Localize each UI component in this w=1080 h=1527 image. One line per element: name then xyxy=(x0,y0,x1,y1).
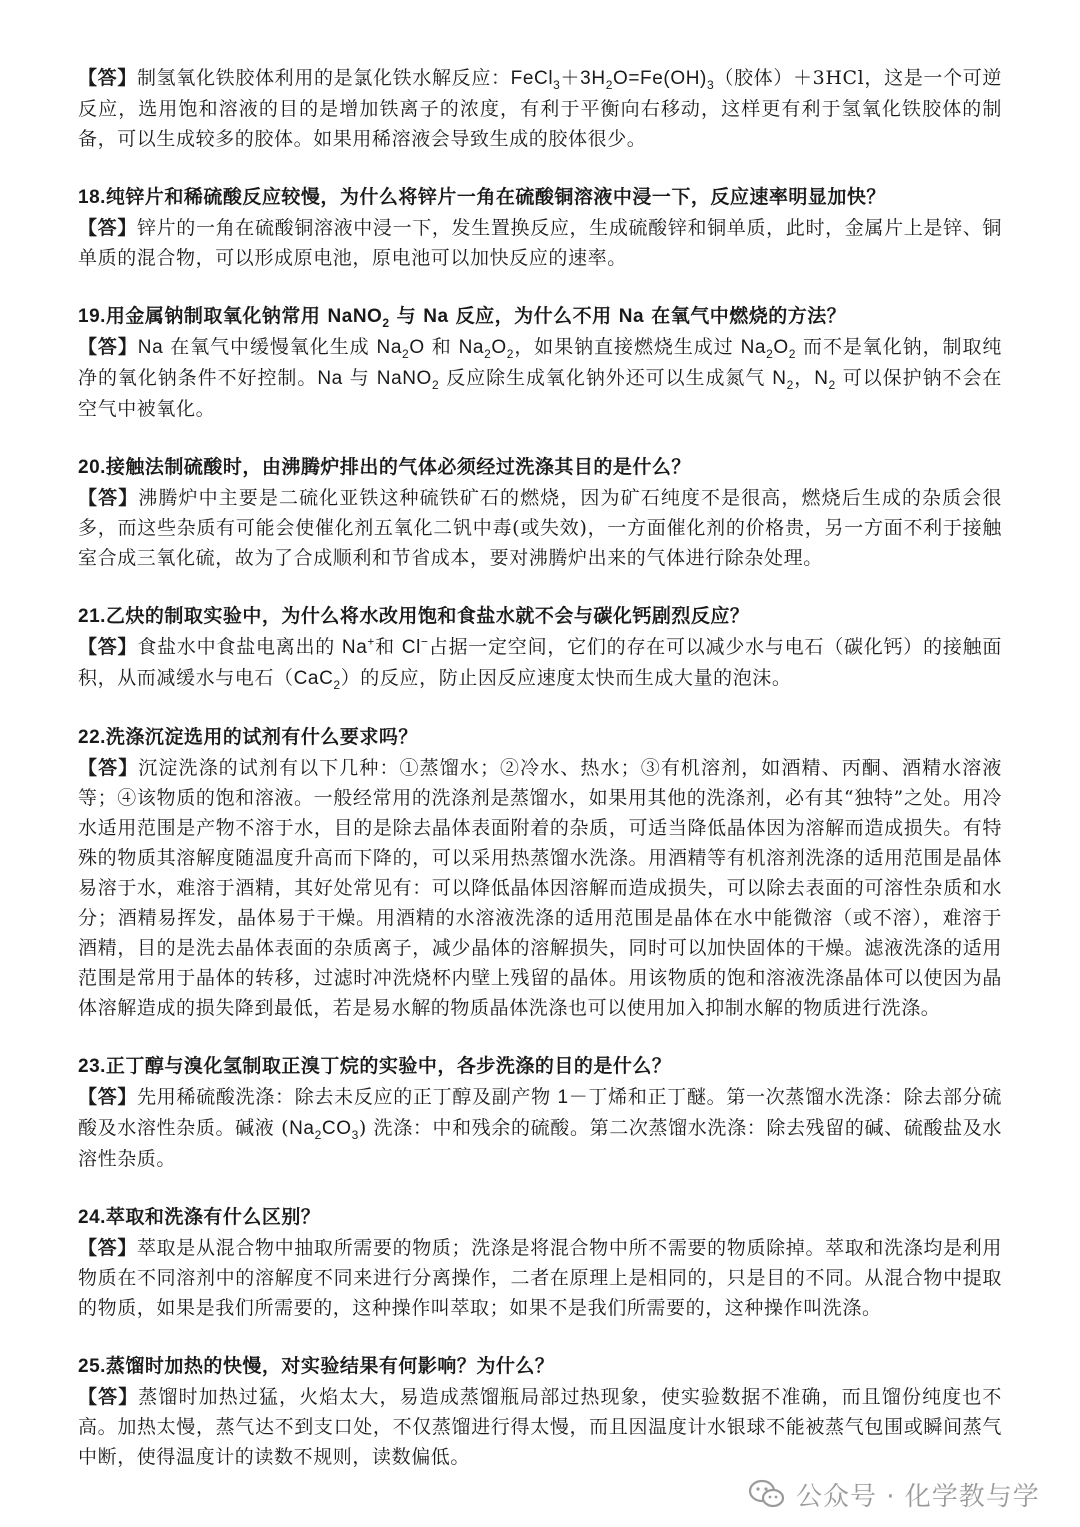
qa-24 xyxy=(78,1202,1002,1323)
answer-tag: 【答】 xyxy=(78,336,138,358)
answer-21: 【答】食盐水中食盐电离出的 Na+和 Cl−占据一定空间，它们的存在可以减少水与电石（碳化钙）的接触面积，从而减缓水与电石（CaC$_2$）的反应，防止因反应速度太快而生成大量的泡沫。 xyxy=(78,634,1002,692)
question-number: 24. xyxy=(78,1207,106,1228)
formula: $FeCl_3+3H_2O=Fe(OH)_3$ xyxy=(510,68,715,92)
answer-24 xyxy=(78,1233,1002,1323)
answer-tag: 【答】 xyxy=(78,1237,137,1259)
answer-17 xyxy=(78,63,1002,154)
question-number: 20. xyxy=(78,457,106,478)
answer-text: （胶体）＋3HCl，这是一个可逆反应，选用饱和溶液的目的是增加铁离子的浓度，有利于平衡向右移动，这样更有利于氢氧化铁胶体的制备，可以生成较多的胶体。如果用稀溶液会导致生成的胶体很少。 xyxy=(78,67,1002,150)
question-21 xyxy=(78,601,1002,632)
content xyxy=(78,63,1002,1500)
question-text: 接触法制硫酸时，由沸腾炉排出的气体必须经过洗涤其目的是什么？ xyxy=(105,456,691,478)
answer-tag: 【答】 xyxy=(78,636,138,658)
question-number: 21. xyxy=(78,606,106,627)
question-number: 23. xyxy=(78,1056,106,1077)
qa-17 xyxy=(78,63,1002,154)
question-24 xyxy=(78,1202,1002,1233)
answer-tag: 【答】 xyxy=(78,67,137,89)
question-22 xyxy=(78,722,1002,753)
question-20 xyxy=(78,452,1002,483)
qa-20 xyxy=(78,452,1002,573)
question-text: 蒸馏时加热的快慢，对实验结果有何影响？为什么？ xyxy=(105,1355,555,1377)
question-23 xyxy=(78,1051,1002,1082)
question-text: 萃取和洗涤有什么区别？ xyxy=(105,1206,321,1228)
question-number: 25. xyxy=(78,1356,106,1377)
answer-tag: 【答】 xyxy=(78,217,137,239)
answer-text: 制氢氧化铁胶体利用的是氯化铁水解反应： xyxy=(137,67,511,89)
question-text: 乙炔的制取实验中，为什么将水改用饱和食盐水就不会与碳化钙剧烈反应？ xyxy=(105,605,750,627)
answer-text: 沸腾炉中主要是二硫化亚铁这种硫铁矿石的燃烧，因为矿石纯度不是很高，燃烧后生成的杂质会很多，而这些杂质有可能会使催化剂五氧化二钒中毒(或失效)，一方面催化剂的价格贵，另一方面不利于接触室合成三氧化硫，故为了合成顺利和节省成本，要对沸腾炉出来的气体进行除杂处理。 xyxy=(78,487,1002,569)
answer-23: 【答】先用稀硫酸洗涤：除去未反应的正丁醇及副产物 1－丁烯和正丁醚。第一次蒸馏水洗涤：除去部分硫酸及水溶性杂质。碱液 $(Na_2CO_3)$ 洗涤：中和残余的硫酸。第二次蒸馏水洗涤：除去残留的碱、硫酸盐及水溶性杂质。 xyxy=(78,1086,1003,1170)
answer-tag: 【答】 xyxy=(78,757,139,779)
answer-19: 【答】Na 在氧气中缓慢氧化生成 $Na_2O$ 和 $Na_2O_2$，如果钠直接燃烧生成过 $Na_2O_2$ 而不是氧化钠，制取纯净的氧化钠条件不好控制。Na 与 NaNO$_2$ 反应除生成氧化钠外还可以生成氮气 $N_2$，$N_2$ 可以保护钠不会在空气中被氧化。 xyxy=(78,336,1002,420)
answer-tag: 【答】 xyxy=(78,487,139,509)
qa-19 xyxy=(78,301,1002,424)
answer-text: 萃取是从混合物中抽取所需要的物质；洗涤是将混合物中所不需要的物质除掉。萃取和洗涤均是利用物质在不同溶剂中的溶解度不同来进行分离操作，二者在原理上是相同的，只是目的不同。从混合物中提取的物质，如果是我们所需要的，这种操作叫萃取；如果不是我们所需要的，这种操作叫洗涤。 xyxy=(78,1237,1002,1319)
answer-text: 蒸馏时加热过猛，火焰太大，易造成蒸馏瓶局部过热现象，使实验数据不准确，而且馏份纯度也不高。加热太慢，蒸气达不到支口处，不仅蒸馏进行得太慢，而且因温度计水银球不能被蒸气包围或瞬间蒸气中断，使得温度计的读数不规则，读数偏低。 xyxy=(78,1386,1002,1468)
qa-22 xyxy=(78,722,1002,1023)
qa-18 xyxy=(78,182,1002,273)
answer-text: 沉淀洗涤的试剂有以下几种：①蒸馏水；②冷水、热水；③有机溶剂，如酒精、丙酮、酒精水溶液等；④该物质的饱和溶液。一般经常用的洗涤剂是蒸馏水，如果用其他的洗涤剂，必有其“独特”之处。用冷水适用范围是产物不溶于水，目的是除去晶体表面附着的杂质，可适当降低晶体因为溶解而造成损失。有特殊的物质其溶解度随温度升高而下降的，可以采用热蒸馏水洗涤。用酒精等有机溶剂洗涤的适用范围是晶体易溶于水，难溶于酒精，其好处常见有：可以降低晶体因溶解而造成损失，可以除去表面的可溶性杂质和水分；酒精易挥发，晶体易于干燥。用酒精的水溶液洗涤的适用范围是晶体在水中能微溶（或不溶），难溶于酒精，目的是洗去晶体表面的杂质离子，减少晶体的溶解损失，同时可以加快固体的干燥。滤液洗涤的适用范围是常用于晶体的转移，过滤时冲洗烧杯内壁上残留的晶体。用该物质的饱和溶液洗涤晶体可以使因为晶体溶解造成的损失降到最低，若是易水解的物质晶体洗涤也可以使用加入抑制水解的物质进行洗涤。 xyxy=(78,757,1002,1019)
watermark-text: 公众号 · 化学教与学 xyxy=(796,1481,1040,1512)
question-18 xyxy=(78,182,1002,213)
question-number: 18. xyxy=(78,187,106,208)
question-25 xyxy=(78,1351,1002,1382)
answer-text: 锌片的一角在硫酸铜溶液中浸一下，发生置换反应，生成硫酸锌和铜单质，此时，金属片上是锌、铜单质的混合物，可以形成原电池，原电池可以加快反应的速率。 xyxy=(78,217,1002,269)
question-number: 19. xyxy=(78,306,106,327)
question-text: 纯锌片和稀硫酸反应较慢，为什么将锌片一角在硫酸铜溶液中浸一下，反应速率明显加快？ xyxy=(105,186,886,208)
answer-18 xyxy=(78,213,1002,273)
qa-25 xyxy=(78,1351,1002,1472)
qa-23 xyxy=(78,1051,1002,1174)
answer-tag: 【答】 xyxy=(78,1086,138,1108)
answer-20 xyxy=(78,483,1002,573)
answer-tag: 【答】 xyxy=(78,1386,139,1408)
qa-21 xyxy=(78,601,1002,694)
question-19: 19.用金属钠制取氧化钠常用 NaNO$_2$ 与 Na 反应，为什么不用 Na 在氧气中燃烧的方法？ xyxy=(78,305,847,330)
question-text: 洗涤沉淀选用的试剂有什么要求吗？ xyxy=(105,726,418,748)
question-text: 正丁醇与溴化氢制取正溴丁烷的实验中，各步洗涤的目的是什么？ xyxy=(105,1055,672,1077)
watermark xyxy=(748,1474,1058,1514)
wechat-icon xyxy=(748,1479,786,1509)
question-number: 22. xyxy=(78,727,106,748)
answer-22 xyxy=(78,753,1002,1023)
answer-25 xyxy=(78,1382,1002,1472)
